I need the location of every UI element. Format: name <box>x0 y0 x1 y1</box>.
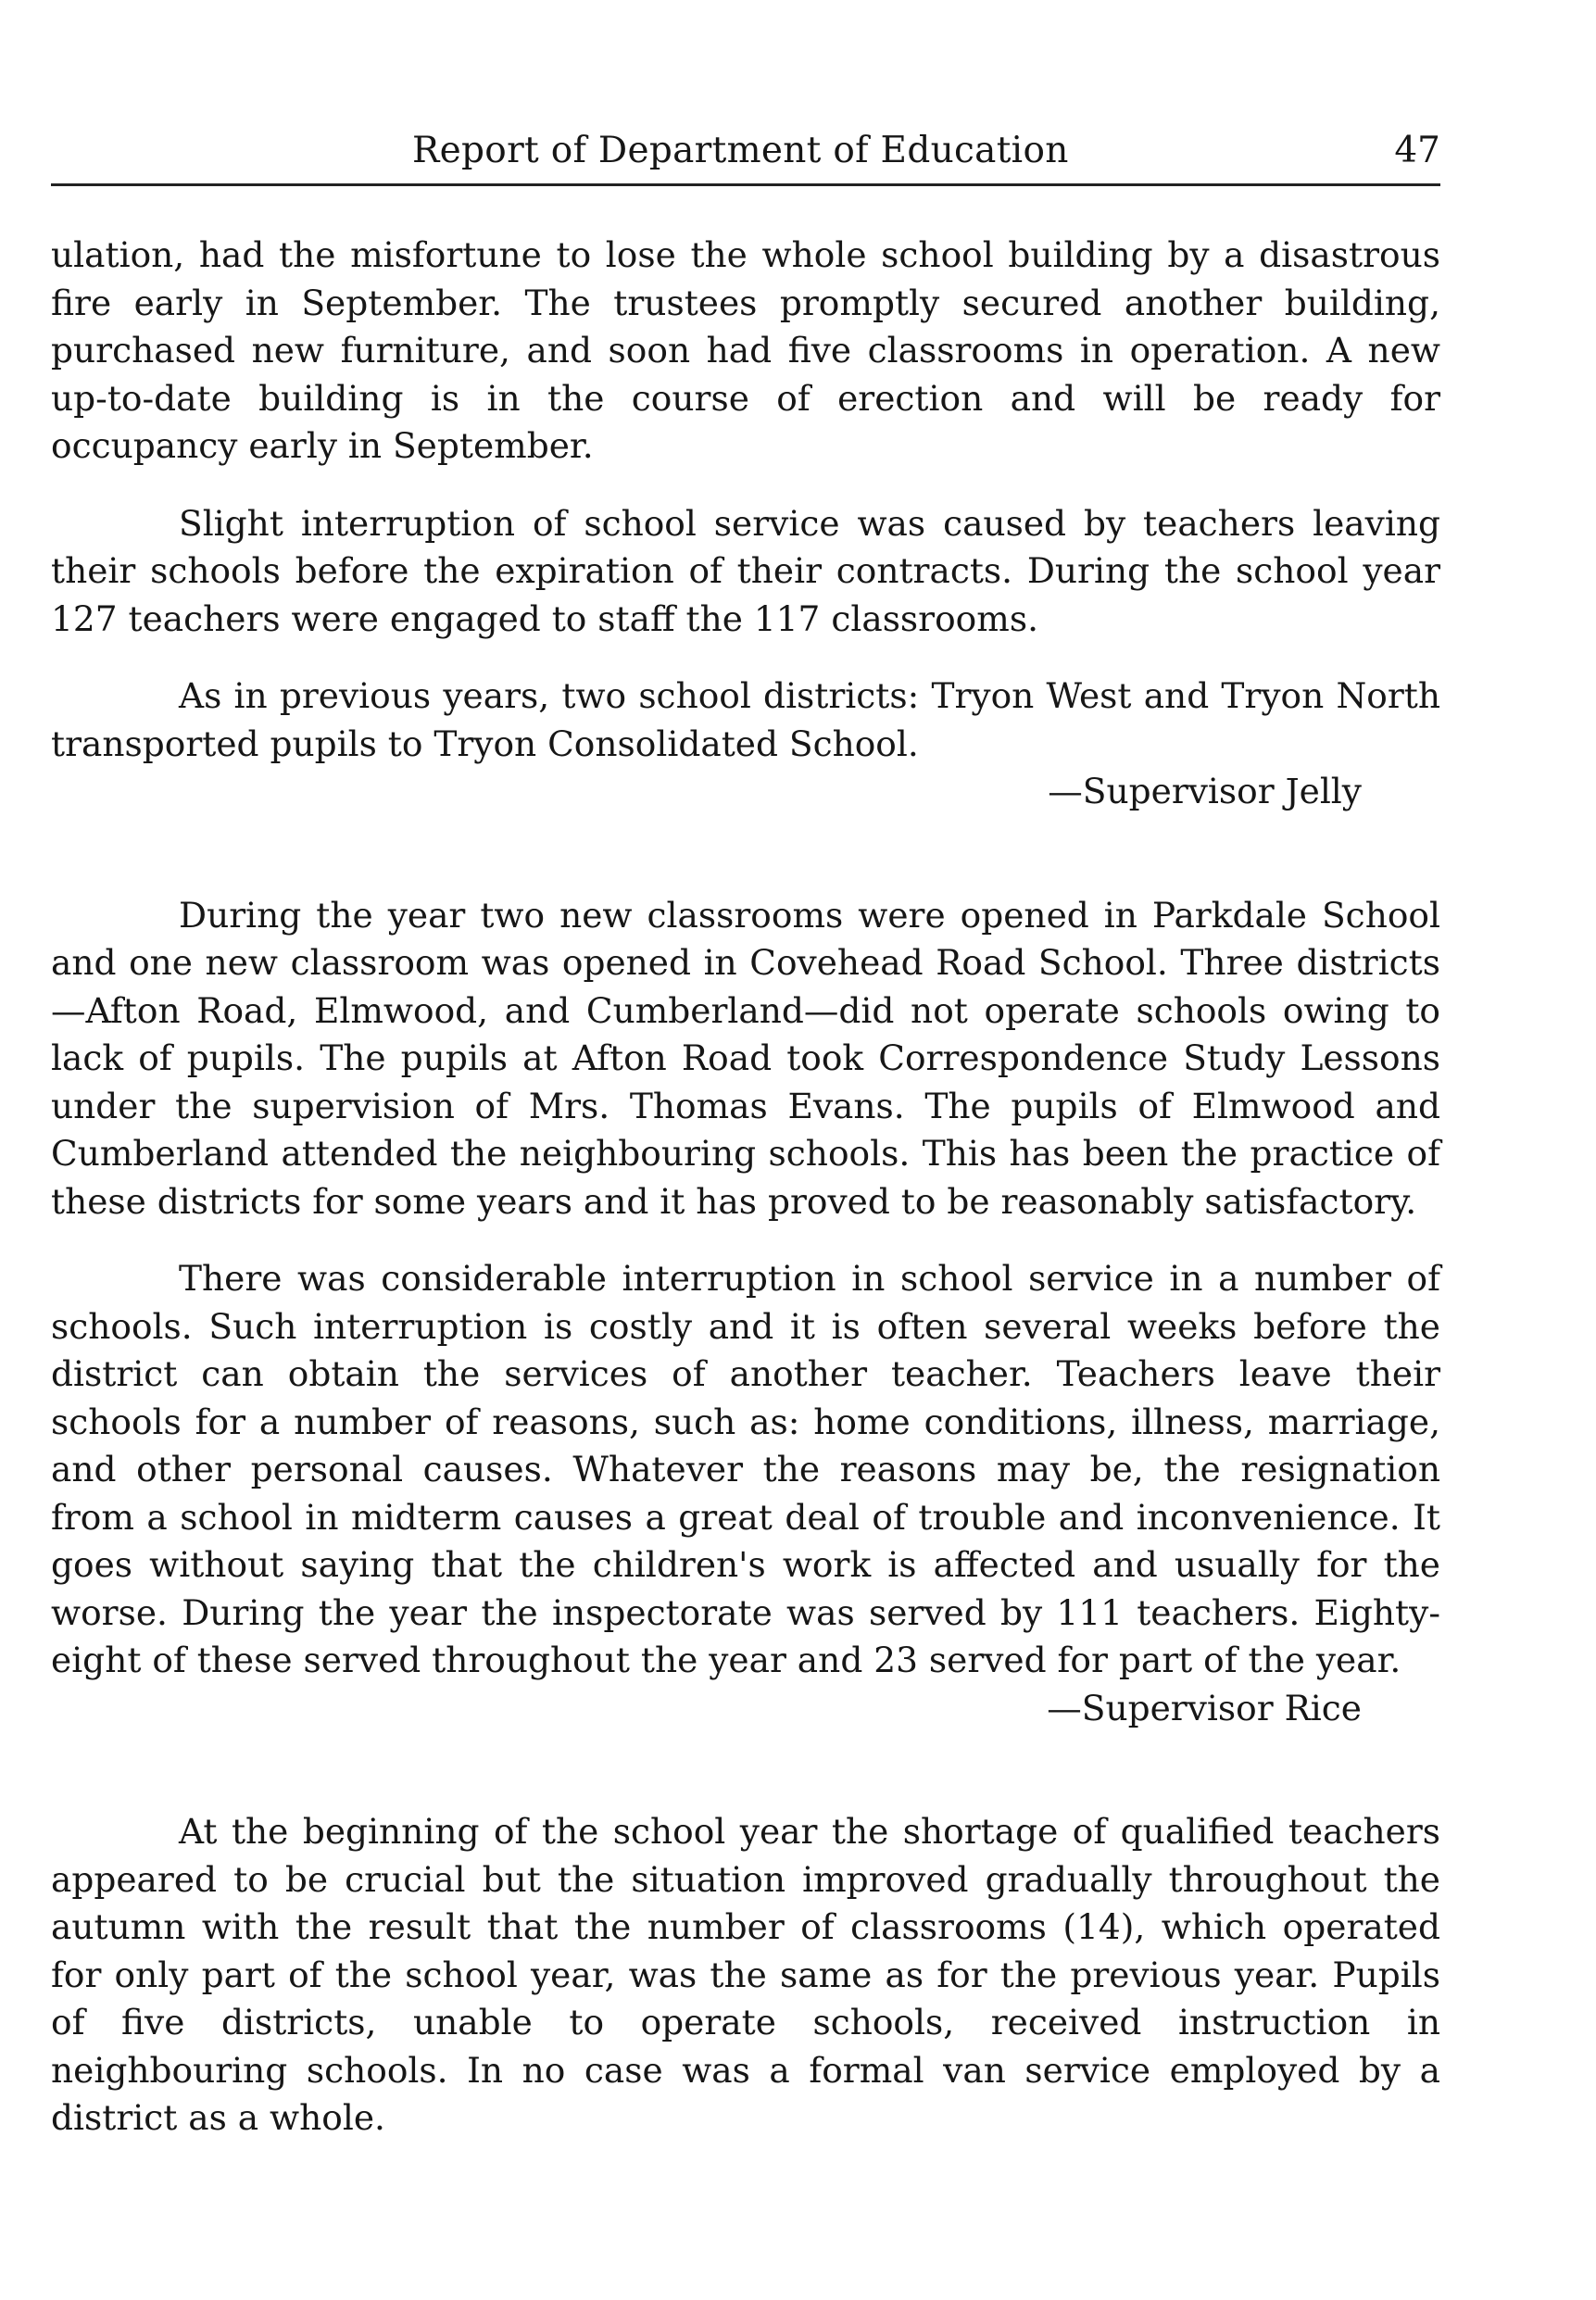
header-rule <box>51 183 1440 186</box>
paragraph: During the year two new classrooms were opened in Parkdale School and one new classroom was opened in Covehead Road School. Three districts—Afton Road, Elmwood, and Cumberland—did not operate schools owing to lack of pupils. The pupils at Afton Road took Correspondence Study Lessons under the supervision of Mrs. Thomas Evans. The pupils of Elmwood and Cumberland attended the neighbouring schools. This has been the practice of these districts for some years and it has proved to be reasonably satisfactory. <box>51 894 1440 1222</box>
paragraph: As in previous years, two school districts: Tryon West and Tryon North transported pupils to Tryon Consolidated School. <box>51 675 1440 764</box>
signature-supervisor-rice: —Supervisor Rice <box>1047 1687 1362 1728</box>
paragraph: Slight interruption of school service was caused by teachers leaving their schools before the expiration of their contracts. During the school year 127 teachers were engaged to staff the 117 classrooms. <box>51 502 1440 639</box>
page-header <box>51 130 1440 185</box>
paragraph: ulation, had the misfortune to lose the whole school building by a disastrous fire early in September. The trustees promptly secured another building, purchased new furniture, and soon had five classrooms in operation. A new up-to-date building is in the course of erection and will be ready for occupancy early in September. <box>51 234 1440 466</box>
page-number: 47 <box>1394 130 1440 171</box>
body-text <box>51 232 1440 2143</box>
paragraph: At the beginning of the school year the shortage of qualified teachers appeared to be crucial but the situation improved gradually throughout the autumn with the result that the number of classrooms (14), which operated for only part of the school year, was the same as for the previous year. Pupils of five districts, unable to operate schools, received instruction in neighbouring schools. In no case was a formal van service employed by a district as a whole. <box>51 1811 1440 2138</box>
running-title: Report of Department of Education <box>412 130 1069 171</box>
signature-supervisor-jelly: —Supervisor Jelly <box>1048 771 1362 811</box>
paragraph: There was considerable interruption in school service in a number of schools. Such interruption is costly and it is often several weeks before the district can obtain the services of another teacher. Teachers leave their schools for a number of reasons, such as: home conditions, illness, marriage, and other personal causes. Whatever the reasons may be, the resignation from a school in midterm causes a great deal of trouble and inconvenience. It goes without saying that the children's work is affected and usually for the worse. During the year the inspectorate was served by 111 teachers. Eighty-eight of these served throughout the year and 23 served for part of the year. <box>51 1258 1440 1680</box>
